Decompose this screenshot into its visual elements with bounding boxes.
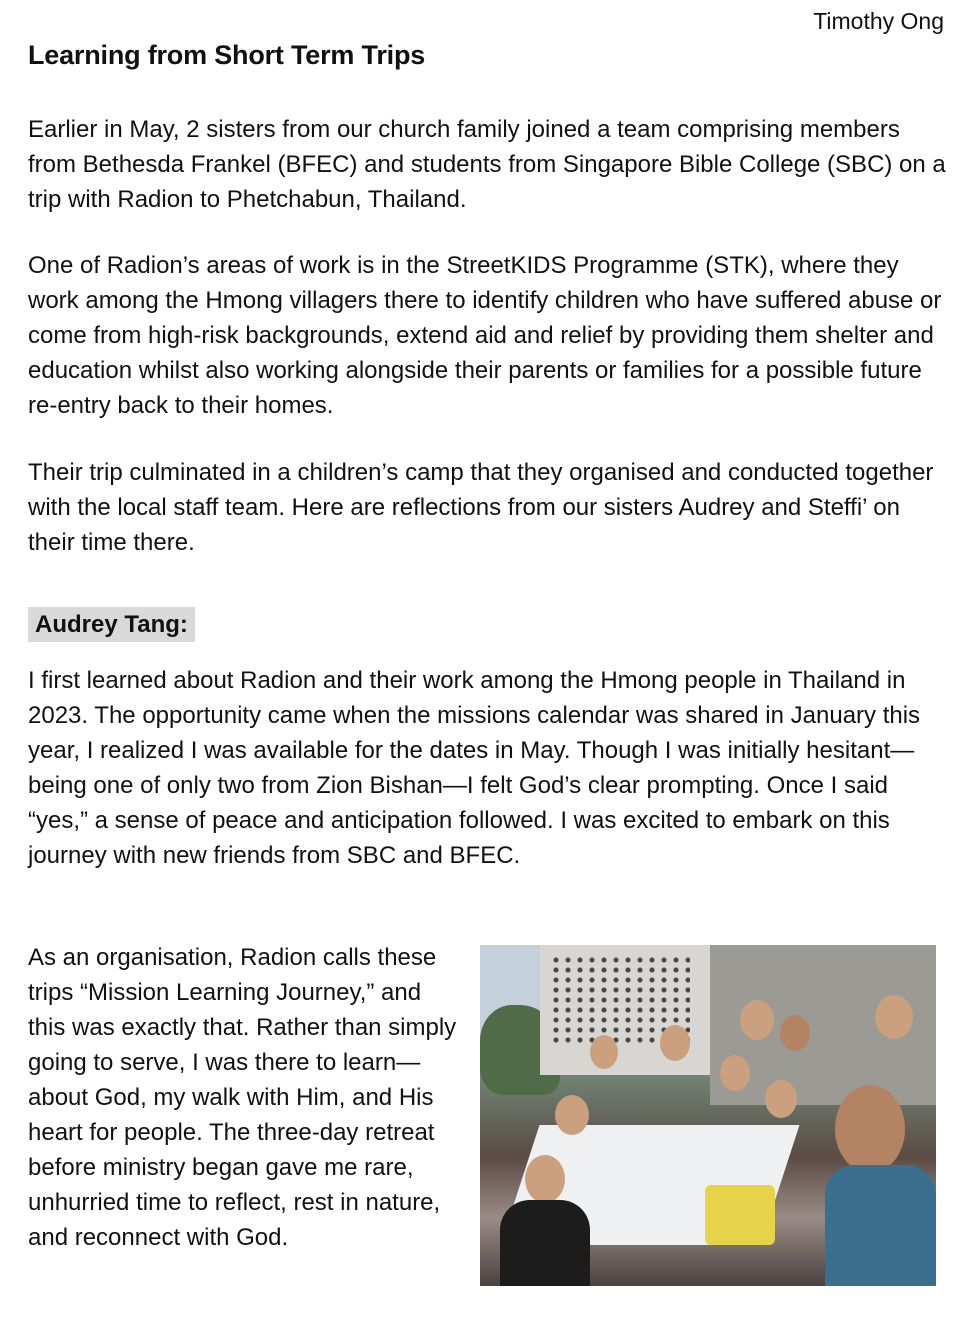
intro-paragraph-1: Earlier in May, 2 sisters from our church family joined a team comprising members from Bethesda Frankel (BFEC) and students from Singapore Bible College (SBC) on a trip with Radion to Phetchabun, Thailand. (28, 116, 946, 213)
intro-paragraph-2: One of Radion’s areas of work is in the StreetKIDS Programme (STK), where they work among the Hmong villagers there to identify children who have suffered abuse or come from high-risk backgrounds, extend aid and relief by providing them shelter and education whilst also working alongside their parents or families for a possible future re-entry back to their homes. (28, 252, 942, 419)
speaker-heading: Audrey Tang: (28, 607, 195, 642)
article-title: Learning from Short Term Trips (28, 40, 426, 70)
group-photo (480, 945, 936, 1286)
intro-paragraph-3: Their trip culminated in a children’s camp that they organised and conducted together with the local staff team. Here are reflections from our sisters Audrey and Steffi’ on their time there. (28, 459, 934, 556)
author-name: Timothy Ong (813, 8, 944, 34)
reflection-paragraph-1: I first learned about Radion and their work among the Hmong people in Thailand in 2023. The opportunity came when the missions calendar was shared in January this year, I realized I was available for the dates in May. Though I was initially hesitant—being one of only two from Zion Bishan—I felt God’s clear prompting. Once I said “yes,” a sense of peace and anticipation followed. I was excited to embark on this journey with new friends from SBC and BFEC. (28, 667, 921, 869)
reflection-paragraph-2: As an organisation, Radion calls these trips “Mission Learning Journey,” and this was exactly that. Rather than simply going to serve, I was there to learn—about God, my walk with Him, and His heart for people. The three-day retreat before ministry began gave me rare, unhurried time to reflect, rest in nature, and reconnect with God. (28, 944, 457, 1251)
